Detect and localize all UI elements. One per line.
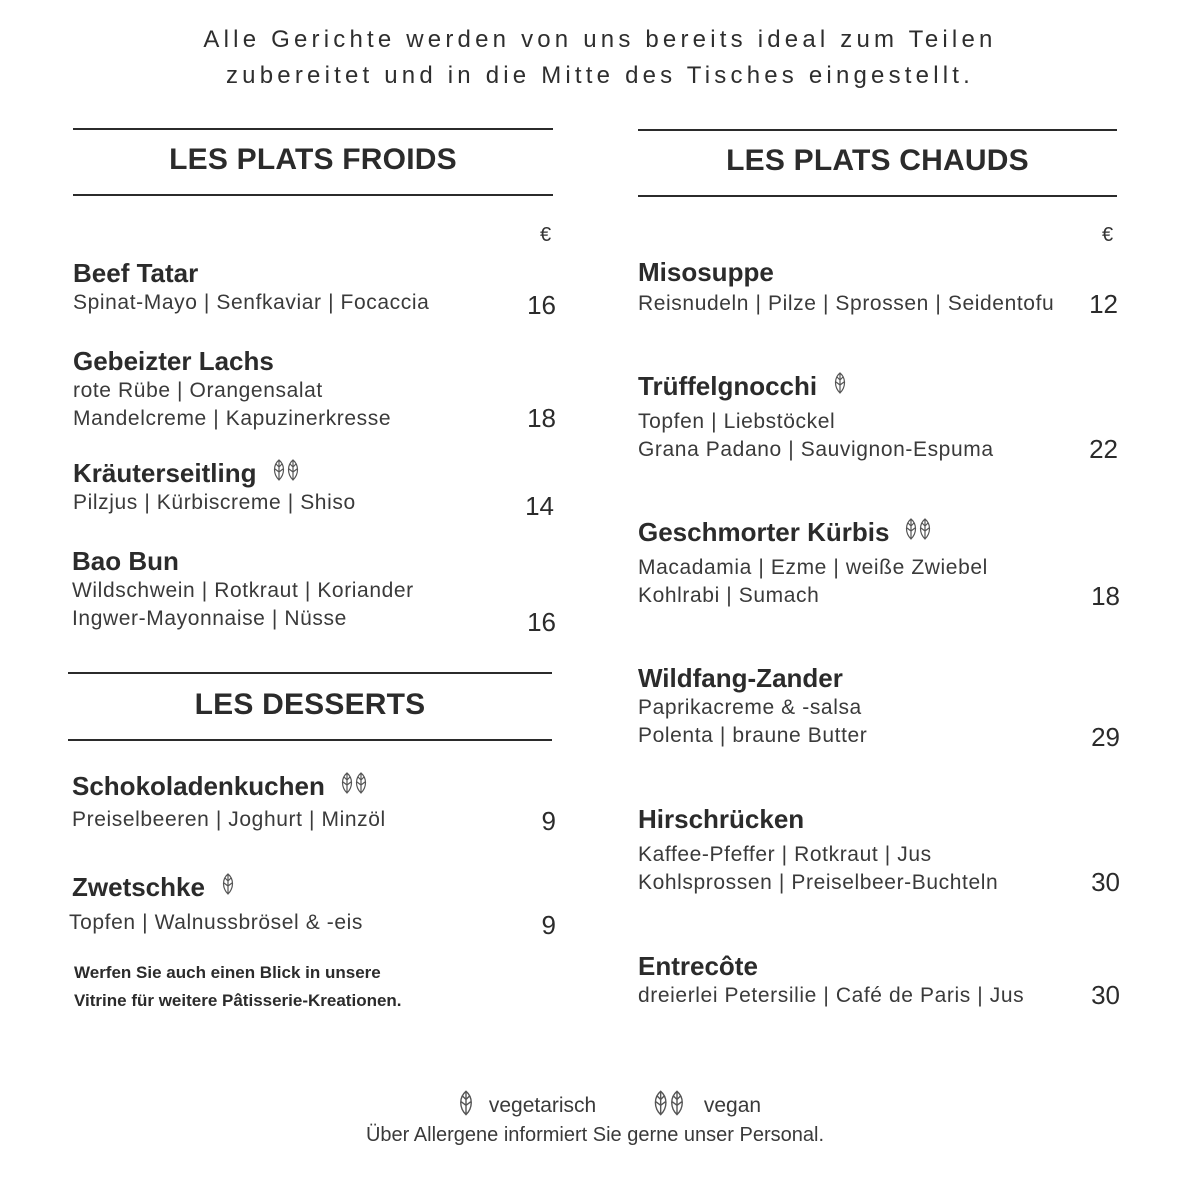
dish-description: Ingwer-Mayonnaise | Nüsse	[72, 607, 347, 630]
hot-section-title: LES PLATS CHAUDS	[726, 144, 1029, 177]
dish-price: 22	[1089, 434, 1118, 464]
intro-line-1: Alle Gerichte werden von uns bereits ideal zum Teilen	[203, 26, 997, 53]
dish-description: Kohlsprossen | Preiselbeer-Buchteln	[638, 871, 999, 894]
cold-bottom-rule	[73, 194, 553, 196]
desserts-top-rule	[68, 672, 552, 674]
dish-description: Mandelcreme | Kapuzinerkresse	[73, 407, 392, 430]
legend-vegan-label: vegan	[703, 1093, 762, 1117]
dish-name: Beef Tatar	[73, 258, 199, 288]
dish-gebeizter-lachs	[73, 346, 391, 433]
dish-description: Paprikacreme & -salsa	[638, 696, 862, 719]
dish-price: 16	[527, 290, 556, 320]
leaf-icon	[219, 872, 237, 903]
dish-name: Schokoladenkuchen	[72, 771, 325, 801]
dish-entrecote	[638, 951, 1024, 1010]
double-leaf-icon	[271, 458, 303, 489]
dish-name: Bao Bun	[72, 546, 179, 576]
dish-name: Geschmorter Kürbis	[638, 517, 890, 547]
double-leaf-icon	[903, 517, 935, 548]
desserts-bottom-rule	[68, 739, 552, 741]
dish-price: 18	[527, 403, 556, 433]
dish-description: Topfen | Liebstöckel	[638, 410, 836, 433]
dish-name: Zwetschke	[72, 872, 205, 902]
intro-text	[0, 22, 1200, 94]
note-line-1: Werfen Sie auch einen Blick in unsere	[74, 963, 381, 982]
cold-top-rule	[73, 128, 553, 130]
double-leaf-icon	[650, 1089, 690, 1123]
note-line-2: Vitrine für weitere Pâtisserie-Kreationen.	[74, 991, 402, 1010]
dish-description: Polenta | braune Butter	[638, 724, 868, 747]
double-leaf-icon	[339, 771, 371, 802]
dish-misosuppe	[638, 257, 1054, 318]
dish-price: 9	[541, 806, 556, 836]
dish-description: Grana Padano | Sauvignon-Espuma	[638, 438, 994, 461]
legend-vegan	[650, 1089, 761, 1123]
dish-description: rote Rübe | Orangensalat	[73, 379, 323, 402]
desserts-section-title: LES DESSERTS	[194, 688, 426, 721]
hot-bottom-rule	[638, 195, 1117, 197]
dish-description: Kaffee-Pfeffer | Rotkraut | Jus	[638, 843, 932, 866]
dish-price: 29	[1091, 722, 1120, 752]
dish-price: 30	[1091, 867, 1120, 897]
dish-trueffelgnocchi	[638, 371, 994, 464]
dish-price: 30	[1091, 980, 1120, 1010]
cold-section-title: LES PLATS FROIDS	[169, 143, 457, 176]
dish-description: dreierlei Petersilie | Café de Paris | Jus	[638, 984, 1025, 1007]
desserts-note	[74, 959, 402, 1015]
dish-price: 18	[1091, 581, 1120, 611]
dish-hirschruecken	[638, 804, 998, 897]
dish-zwetschke	[69, 872, 364, 937]
dish-price: 14	[525, 491, 554, 521]
allergen-footer: Über Allergene informiert Sie gerne unser Personal.	[365, 1124, 825, 1146]
dish-name: Misosuppe	[638, 257, 774, 287]
dish-name: Gebeizter Lachs	[73, 346, 274, 376]
dish-wildfang-zander	[638, 663, 867, 750]
dish-price: 12	[1089, 289, 1118, 319]
dish-bao-bun	[72, 546, 414, 633]
leaf-icon	[831, 371, 849, 402]
dish-description: Wildschwein | Rotkraut | Koriander	[72, 579, 414, 602]
dish-description: Macadamia | Ezme | weiße Zwiebel	[638, 556, 988, 579]
dish-name: Wildfang-Zander	[638, 663, 843, 693]
dish-name: Hirschrücken	[638, 804, 805, 834]
legend-vegetarian-label: vegetarisch	[488, 1093, 597, 1117]
dish-description: Pilzjus | Kürbiscreme | Shiso	[73, 491, 356, 514]
dish-price: 16	[527, 607, 556, 637]
hot-top-rule	[638, 129, 1117, 131]
dish-beef-tatar	[73, 258, 429, 317]
dish-description: Preiselbeeren | Joghurt | Minzöl	[72, 808, 386, 831]
intro-line-2: zubereitet und in die Mitte des Tisches eingestellt.	[225, 62, 975, 89]
dish-description: Topfen | Walnussbrösel & -eis	[69, 911, 364, 934]
legend-vegetarian	[455, 1089, 596, 1123]
dish-name: Entrecôte	[638, 951, 758, 981]
hot-currency-label: €	[1102, 224, 1114, 246]
cold-currency-label: €	[540, 224, 552, 246]
dish-description: Spinat-Mayo | Senfkaviar | Focaccia	[73, 291, 430, 314]
dish-name: Trüffelgnocchi	[638, 371, 818, 401]
dish-description: Reisnudeln | Pilze | Sprossen | Seidentofu	[638, 292, 1055, 315]
dish-price: 9	[541, 910, 556, 940]
leaf-icon	[455, 1089, 477, 1123]
dish-kraeuterseitling	[73, 458, 356, 517]
dish-description: Kohlrabi | Sumach	[638, 584, 820, 607]
dish-name: Kräuterseitling	[73, 458, 257, 488]
dish-geschmorter-kuerbis	[638, 517, 988, 610]
dish-schokoladenkuchen	[72, 771, 386, 834]
